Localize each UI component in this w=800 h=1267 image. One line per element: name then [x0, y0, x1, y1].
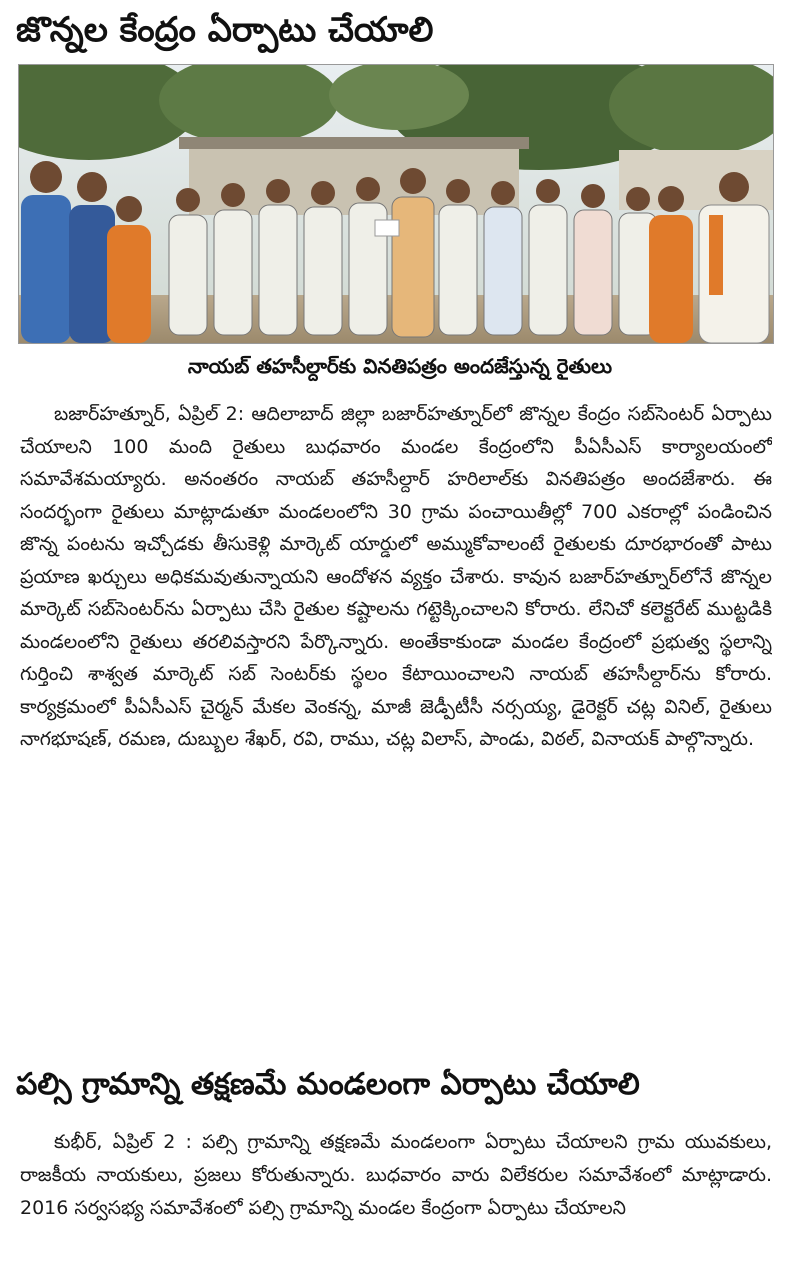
petition-paper — [375, 220, 399, 236]
headline: జొన్నల కేంద్రం ఏర్పాటు చేయాలి — [16, 10, 434, 50]
news-photo — [18, 64, 774, 344]
second-headline: పల్సి గ్రామాన్ని తక్షణమే మండలంగా ఏర్పాటు చేయాలి — [16, 1067, 640, 1102]
article-body: బజార్‌హత్నూర్, ఏప్రిల్ 2: ఆదిలాబాద్ జిల్లా బజార్‌హత్నూర్‌లో జొన్నల కేంద్రం సబ్‌సెంటర్ ఏర్పాటు చేయాలని 100 మంది రైతులు బుధవారం మండల కేంద్రంలోని పీఏసీఎస్ కార్యాలయంలో సమావేశమయ్యారు. అనంతరం నాయబ్ తహసీల్దార్ హరిలాల్‌కు వినతిపత్రం అందజేశారు. ఈ సందర్భంగా రైతులు మాట్లాడుతూ మండలంలోని 30 గ్రామ పంచాయితీల్లో 700 ఎకరాల్లో పండించిన జొన్న పంటను ఇచ్చోడకు తీసుకెళ్లి మార్కెట్ యార్డులో అమ్ముకోవాలంటే రైతులకు దూరభారంతో పాటు ప్రయాణ ఖర్చులు అధికమవుతున్నాయని ఆందోళన వ్యక్తం చేశారు. కావున బజార్‌హత్నూర్‌లోనే జొన్నల మార్కెట్ సబ్‌సెంటర్‌ను ఏర్పాటు చేసి రైతుల కష్టాలను గట్టెక్కించాలని కోరారు. లేనిచో కలెక్టరేట్ ముట్టడికి మండలంలోని రైతులు తరలివస్తారని పేర్కొన్నారు. అంతేకాకుండా మండల కేంద్రంలో ప్రభుత్వ స్థలాన్ని గుర్తించి శాశ్వత మార్కెట్ సబ్ సెంటర్‌కు స్థలం కేటాయించాలని నాయబ్ తహసీల్దార్‌ను కోరారు. కార్యక్రమంలో పీఏసీఎస్ చైర్మన్ మేకల వెంకన్న, మాజీ జెడ్పీటీసీ నర్సయ్య, డైరెక్టర్ చట్ల వినిల్, రైతులు నాగభూషణ్, రమణ, దుబ్బుల శేఖర్, రవి, రాము, చట్ల విలాస్, పాండు, విఠల్, వినాయక్ పాల్గొన్నారు. — [20, 403, 772, 750]
second-article-body: కుభీర్, ఏప్రిల్ 2 : పల్సి గ్రామాన్ని తక్షణమే మండలంగా ఏర్పాటు చేయాలని గ్రామ యువకులు, రాజకీయ నాయకులు, ప్రజలు కోరుతున్నారు. బుధవారం వారు విలేకరుల సమావేశంలో మాట్లాడారు. 2016 సర్వసభ్య సమావేశంలో పల్సి గ్రామాన్ని మండల కేంద్రంగా ఏర్పాటు చేయాలని — [20, 1131, 772, 1219]
farmers-photo-illustration — [19, 65, 773, 343]
photo-caption: నాయబ్ తహసీల్దార్‌కు వినతిపత్రం అందజేస్తున్న రైతులు — [187, 354, 613, 378]
